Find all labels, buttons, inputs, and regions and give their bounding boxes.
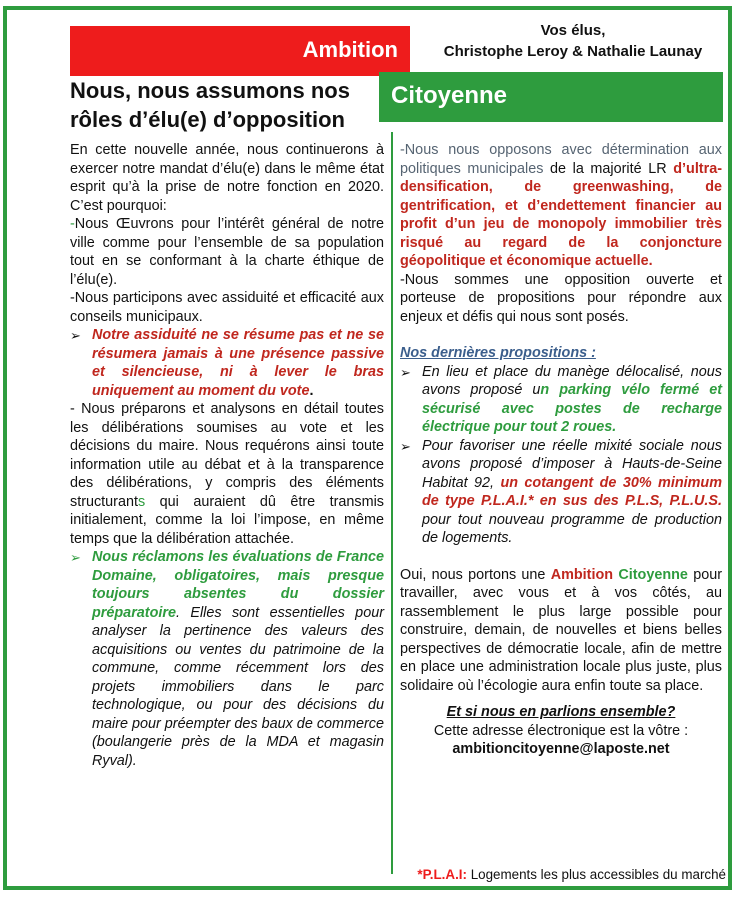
closing-a: Oui, nous portons une (400, 566, 551, 583)
closing-ambition: Ambition (550, 566, 614, 583)
elected-officials (420, 20, 726, 62)
preparons-text-b: qui auraient dû être transmis initialement, comme la loi l’impose, en même temps que la délibération attachée. (70, 493, 384, 547)
column-divider (391, 132, 393, 874)
parking-text-a: En lieu et place du manège délocalisé, nous avons proposé u (422, 363, 722, 398)
preparons-text-a: - Nous préparons et analysons en détail toutes les délibérations soumises au vote et les décisions du maire. Nous requérons ainsi toute information utile au débat et à la transparence des délibérations, y compris des éléments structurant (70, 401, 384, 510)
arrow-bullet-icon: ➢ (70, 328, 81, 343)
email-intro: Cette adresse électronique est la vôtre : (433, 722, 689, 739)
elus-line-2: Christophe Leroy & Nathalie Launay (443, 43, 703, 60)
closing-b: pour travailler, avec vous et à vos côtés, au rassemblement le plus large possible pour construire, demain, de nouvelles et biens belles perspectives de démocratie locale, afin de mettre en place une administration locale plus juste, plus solidaire où l’écologie aura enfin toute sa place. (400, 566, 722, 694)
mixite-text-b: pour tout nouveau programme de production de logements. (422, 511, 722, 546)
bullet-assiduite (70, 326, 384, 400)
closing-citoyenne: Citoyenne (618, 566, 688, 583)
closing-paragraph (400, 566, 722, 696)
proposition-parking (400, 363, 722, 437)
elus-line-1: Vos élus, (540, 22, 606, 39)
citoyenne-label: Citoyenne (391, 82, 508, 109)
ambition-banner (70, 26, 410, 76)
bullet-assiduite-text (92, 326, 384, 400)
opposons-grey: -Nous nous opposons avec détermination aux politiques municipales (400, 142, 722, 177)
mixite-text-a: Pour favoriser une réelle mixité sociale nous avons proposé d’imposer à Hauts-de-Seine Habitat 92, (422, 437, 722, 491)
spacer (400, 695, 722, 703)
propositions-heading: Nos dernières propositions : (400, 345, 596, 361)
arrow-bullet-icon: ➢ (70, 550, 81, 565)
left-column (70, 141, 384, 770)
email-link[interactable]: ambitioncitoyenne@laposte.net (452, 741, 670, 757)
assiduite-text: Notre assiduité ne se résume pas et ne se résumera jamais à une présence passive et silencieuse, ni à lever le bras uniquement au moment du vote (92, 327, 384, 399)
preparons-s: s (137, 493, 146, 510)
spacer (400, 326, 722, 344)
france-domaine-green: Nous réclamons les évaluations de France Domaine, obligatoires, mais presque toujours absentes du dossier préparatoire (92, 549, 384, 621)
paragraph-oeuvrons-text: Nous Œuvrons pour l’intérêt général de notre ville comme pour l’ensemble de sa population tout en se conformant à la charte éthique de l’élu(e). (70, 216, 384, 288)
spacer (400, 548, 722, 566)
bullet-france-domaine-text (92, 548, 384, 770)
dash: - (70, 216, 75, 232)
proposition-mixite (400, 437, 722, 548)
bullet-france-domaine (70, 548, 384, 770)
intro-paragraph: En cette nouvelle année, nous continuerons à exercer notre mandat d’élu(e) dans le même état esprit qu’à la prise de notre fonction en 2020. C’est pourquoi: (70, 142, 384, 214)
arrow-bullet-icon: ➢ (400, 438, 411, 454)
parking-text-green: n parking vélo fermé et sécurisé avec postes de recharge électrique pour tout 2 roues. (422, 382, 722, 435)
france-domaine-rest: . Elles sont essentielles pour analyser la pertinence des valeurs des acquisitions ou ventes du patrimoine de la commune, comme récemment lors des projets immobiliers dans le parc technologique, ou pour des décisions du maire pour préempter des baux de commerce (boulangerie près de la MDA et magasin Ryval). (92, 604, 384, 769)
mixite-text-red: un cotangent de 30% minimum de type P.L.A.I.* en sus des P.L.S, P.L.U.S. (422, 474, 722, 509)
paragraph-participons: -Nous participons avec assiduité et efficacité aux conseils municipaux. (70, 290, 384, 325)
right-column (400, 141, 722, 759)
paragraph-opposition-ouverte: -Nous sommes une opposition ouverte et porteuse de propositions pour répondre aux enjeux et défis qui nous sont posés. (400, 271, 722, 325)
citoyenne-banner (379, 72, 723, 122)
cta-question: Et si nous en parlions ensemble? (446, 704, 676, 720)
footnote-key: *P.L.A.I: (417, 867, 467, 882)
footnote (396, 867, 726, 882)
paragraph-preparons (70, 400, 384, 548)
paragraph-oeuvrons (70, 215, 384, 289)
ambition-label: Ambition (302, 37, 398, 62)
proposition-parking-text (422, 363, 722, 437)
assiduite-end: . (309, 382, 314, 399)
opposons-black: de la majorité LR (543, 160, 674, 177)
proposition-mixite-text (422, 437, 722, 548)
footnote-text: Logements les plus accessibles du marché (466, 867, 726, 882)
page-title: Nous, nous assumons nos rôles d’élu(e) d’opposition (70, 78, 350, 132)
opposons-red: d’ultra-densification, de greenwashing, de gentrification, et d’endettement financier au profit d’un jeu de monopoly immobilier très risqué au regard de la conjoncture géopolitique et économique actuelle. (400, 160, 722, 269)
paragraph-opposons (400, 141, 722, 271)
arrow-bullet-icon: ➢ (400, 364, 411, 380)
